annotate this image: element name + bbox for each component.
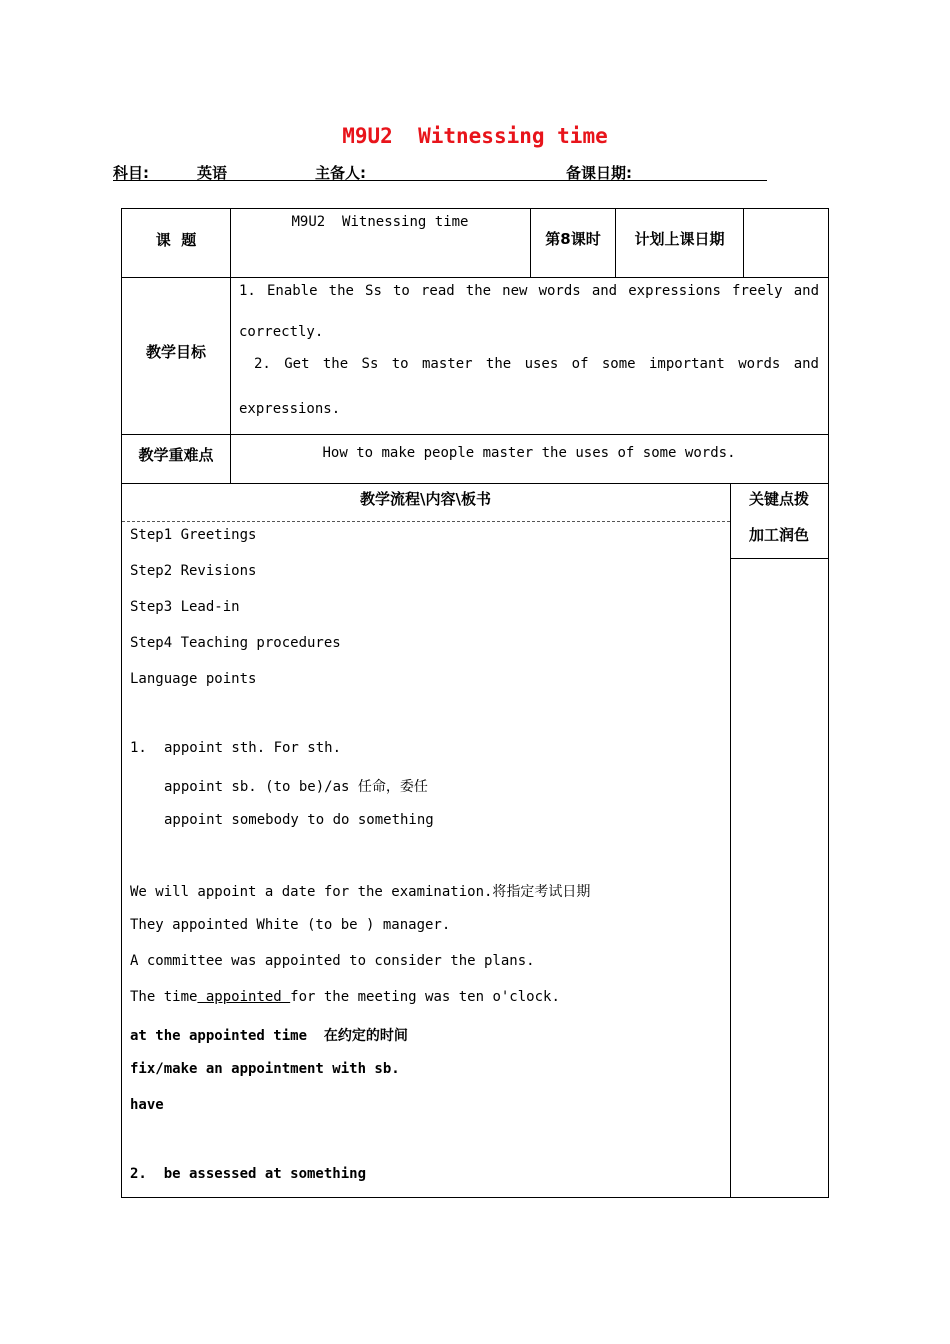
side-label-key-points: 关键点拨 [748, 490, 809, 508]
lesson-number: 第8课时 [545, 230, 601, 248]
topic-value: M9U2 Witnessing time [291, 214, 469, 230]
example-4-underlined: appointed [197, 989, 291, 1005]
point-1-usage-c: appoint somebody to do something [164, 812, 434, 828]
point-1-usage-b: appoint sb. (to be)/as 任命，委任 [164, 779, 428, 795]
preparer-label: 主备人: [315, 164, 366, 182]
point-1-usage-a: appoint sth. For sth. [164, 740, 342, 756]
phrase-1: at the appointed time 在约定的时间 [130, 1028, 408, 1044]
example-4-start: The time [130, 989, 198, 1005]
phrase-2: fix/make an appointment with sb. [130, 1061, 400, 1077]
process-header: 教学流程\内容\板书 [360, 490, 491, 508]
objective-1-line-1: 1. Enable the Ss to read the new words and expressions freely and [239, 283, 819, 299]
subject-label: 科目: [113, 164, 149, 182]
example-2: They appointed White (to be ) manager. [130, 917, 451, 933]
plan-date-label: 计划上课日期 [634, 230, 725, 248]
header-underline [113, 180, 767, 181]
step-2: Step2 Revisions [130, 563, 257, 579]
difficulty-label: 教学重难点 [138, 446, 214, 464]
topic-label: 课 题 [155, 231, 197, 249]
side-label-polish: 加工润色 [748, 526, 809, 544]
point-1-number: 1. [130, 740, 147, 756]
difficulty-value: How to make people master the uses of some words. [322, 445, 736, 461]
date-label: 备课日期: [566, 164, 632, 182]
step-4: Step4 Teaching procedures [130, 635, 341, 651]
objective-2-line-1: 2. Get the Ss to master the uses of some important words and [254, 356, 819, 372]
example-3: A committee was appointed to consider the plans. [130, 953, 535, 969]
language-points: Language points [130, 671, 257, 687]
subject-value: 英语 [197, 164, 228, 182]
step-3: Step3 Lead-in [130, 599, 240, 615]
example-4 [130, 989, 560, 1005]
objectives-label: 教学目标 [145, 343, 206, 361]
step-1: Step1 Greetings [130, 527, 257, 543]
objective-2-line-2: expressions. [239, 401, 341, 417]
example-1: We will appoint a date for the examination.将指定考试日期 [130, 884, 591, 900]
point-2: 2. be assessed at something [130, 1166, 367, 1182]
example-4-end: for the meeting was ten o'clock. [290, 989, 560, 1005]
phrase-3: have [130, 1097, 164, 1113]
objective-1-line-2: correctly. [239, 324, 324, 340]
document-title: M9U2 Witnessing time [342, 124, 608, 148]
